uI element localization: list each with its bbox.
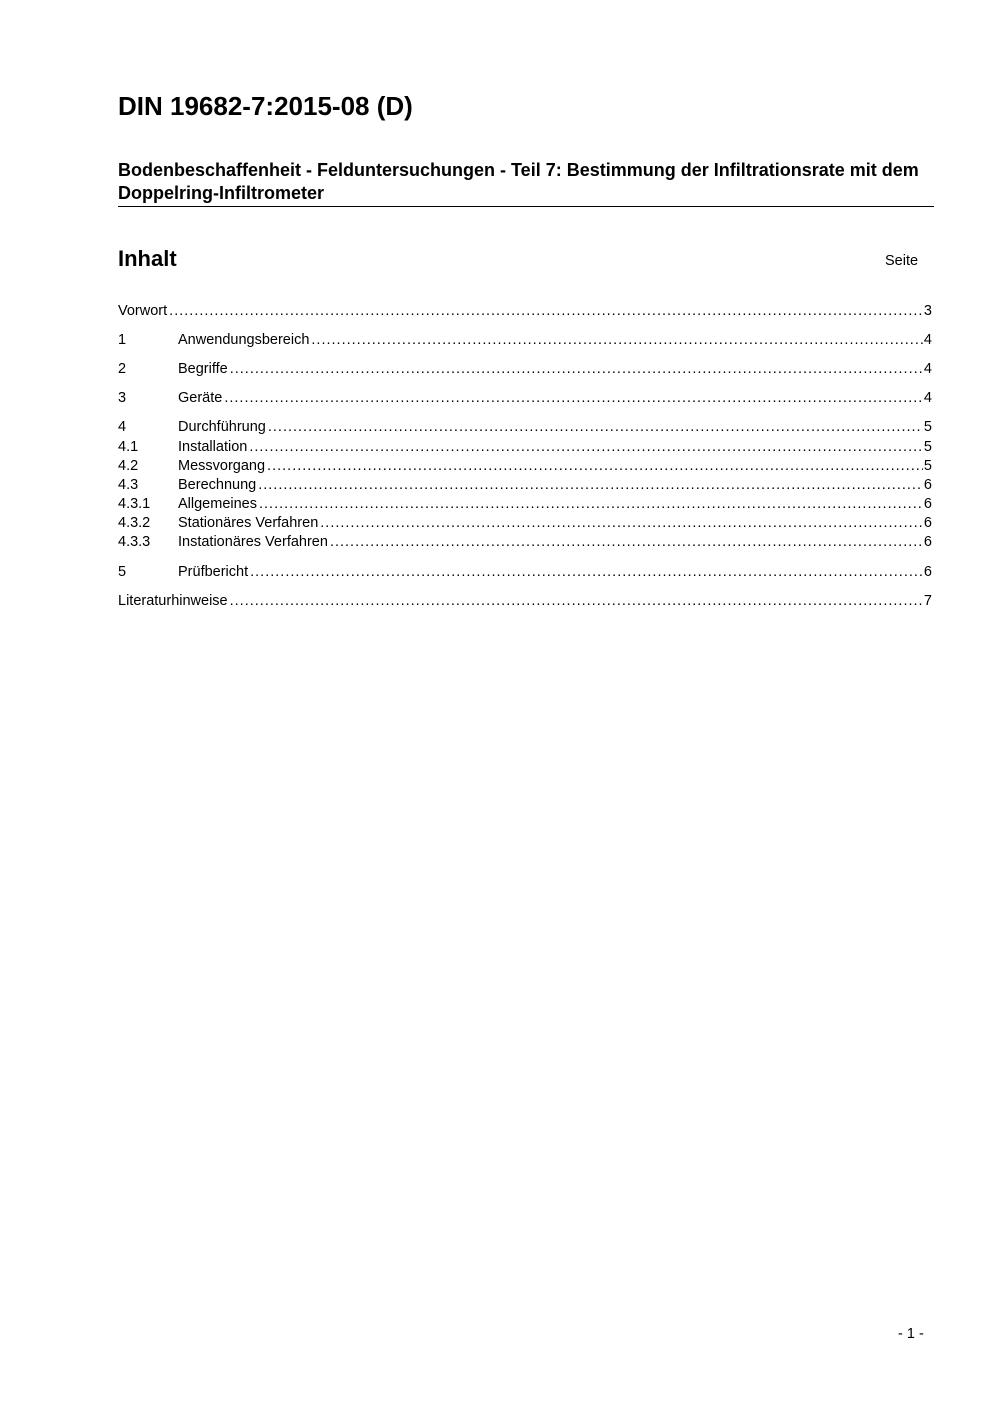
toc-entry-5[interactable] — [118, 563, 932, 582]
toc-entry-4-3-3[interactable] — [118, 533, 932, 552]
toc-entry-text: Installation — [178, 439, 248, 455]
toc-leader-dots — [268, 418, 923, 437]
toc-entry-page: 6 — [923, 564, 932, 580]
toc-leader-dots — [311, 331, 923, 350]
toc-entry-3[interactable] — [118, 389, 932, 408]
toc-entry-text: Anwendungsbereich — [178, 332, 310, 348]
toc-entry-number: 3 — [118, 390, 127, 406]
toc-entry-vorwort[interactable] — [118, 302, 932, 321]
toc-leader-dots — [250, 563, 923, 582]
toc-entry-page: 6 — [923, 496, 932, 512]
toc-leader-dots — [169, 302, 923, 321]
toc-entry-text: Berechnung — [178, 477, 257, 493]
toc-entry-page: 6 — [923, 477, 932, 493]
toc-entry-number: 2 — [118, 361, 127, 377]
toc-entry-number: 1 — [118, 332, 127, 348]
toc-entry-4-3-1[interactable] — [118, 495, 932, 514]
toc-entry-number: 4.3 — [118, 477, 139, 493]
toc-entry-page: 5 — [923, 419, 932, 435]
toc-leader-dots — [330, 533, 923, 552]
toc-entry-page: 3 — [923, 303, 932, 319]
toc-entry-4-3-2[interactable] — [118, 514, 932, 533]
toc-entry-page: 5 — [923, 439, 932, 455]
toc-leader-dots — [230, 592, 923, 611]
toc-entry-text: Allgemeines — [178, 496, 257, 512]
toc-entry-text: Geräte — [178, 390, 223, 406]
toc-entry-number: 4.3.1 — [118, 496, 151, 512]
toc-page-column-label: Seite — [885, 253, 919, 269]
toc-entry-number: 4 — [118, 419, 127, 435]
toc-entry-text: Literaturhinweise — [118, 593, 228, 609]
toc-entry-4[interactable] — [118, 418, 932, 437]
toc-entry-page: 6 — [923, 515, 932, 531]
toc-leader-dots — [224, 389, 923, 408]
toc-entry-4-2[interactable] — [118, 457, 932, 476]
toc-leader-dots — [230, 360, 923, 379]
toc-leader-dots — [259, 495, 923, 514]
toc-entry-text: Prüfbericht — [178, 564, 249, 580]
toc-leader-dots — [249, 438, 923, 457]
toc-entry-page: 4 — [923, 361, 932, 377]
toc-entry-text: Messvorgang — [178, 458, 266, 474]
toc-entry-page: 7 — [923, 593, 932, 609]
toc-entry-text: Stationäres Verfahren — [178, 515, 319, 531]
toc-entry-number: 5 — [118, 564, 127, 580]
document-id: DIN 19682-7:2015-08 (D) — [118, 91, 413, 121]
toc-entry-number: 4.2 — [118, 458, 139, 474]
document-title: Bodenbeschaffenheit - Felduntersuchungen - Teil 7: Bestimmung der Infiltrationsrate mit dem Doppelring-Infiltrometer — [118, 160, 919, 203]
toc-entry-2[interactable] — [118, 360, 932, 379]
toc-entry-number: 4.1 — [118, 439, 139, 455]
toc-entry-1[interactable] — [118, 331, 932, 350]
toc-entry-literaturhinweise[interactable] — [118, 592, 932, 611]
toc-entry-4-3[interactable] — [118, 476, 932, 495]
toc-entry-text: Vorwort — [118, 303, 168, 319]
toc-entry-text: Begriffe — [178, 361, 228, 377]
toc-leader-dots — [320, 514, 923, 533]
toc-entry-page: 6 — [923, 534, 932, 550]
toc-entry-page: 5 — [923, 458, 932, 474]
toc-leader-dots — [267, 457, 923, 476]
toc-heading: Inhalt — [118, 246, 177, 271]
toc-entry-page: 4 — [923, 332, 932, 348]
toc-entry-text: Instationäres Verfahren — [178, 534, 328, 550]
toc-entry-number: 4.3.3 — [118, 534, 151, 550]
footer-page-number: - 1 - — [898, 1326, 924, 1342]
toc-entry-text: Durchführung — [178, 419, 266, 435]
title-divider — [118, 206, 934, 207]
toc-leader-dots — [258, 476, 923, 495]
toc-entry-page: 4 — [923, 390, 932, 406]
toc-entry-number: 4.3.2 — [118, 515, 151, 531]
toc-entry-4-1[interactable] — [118, 438, 932, 457]
